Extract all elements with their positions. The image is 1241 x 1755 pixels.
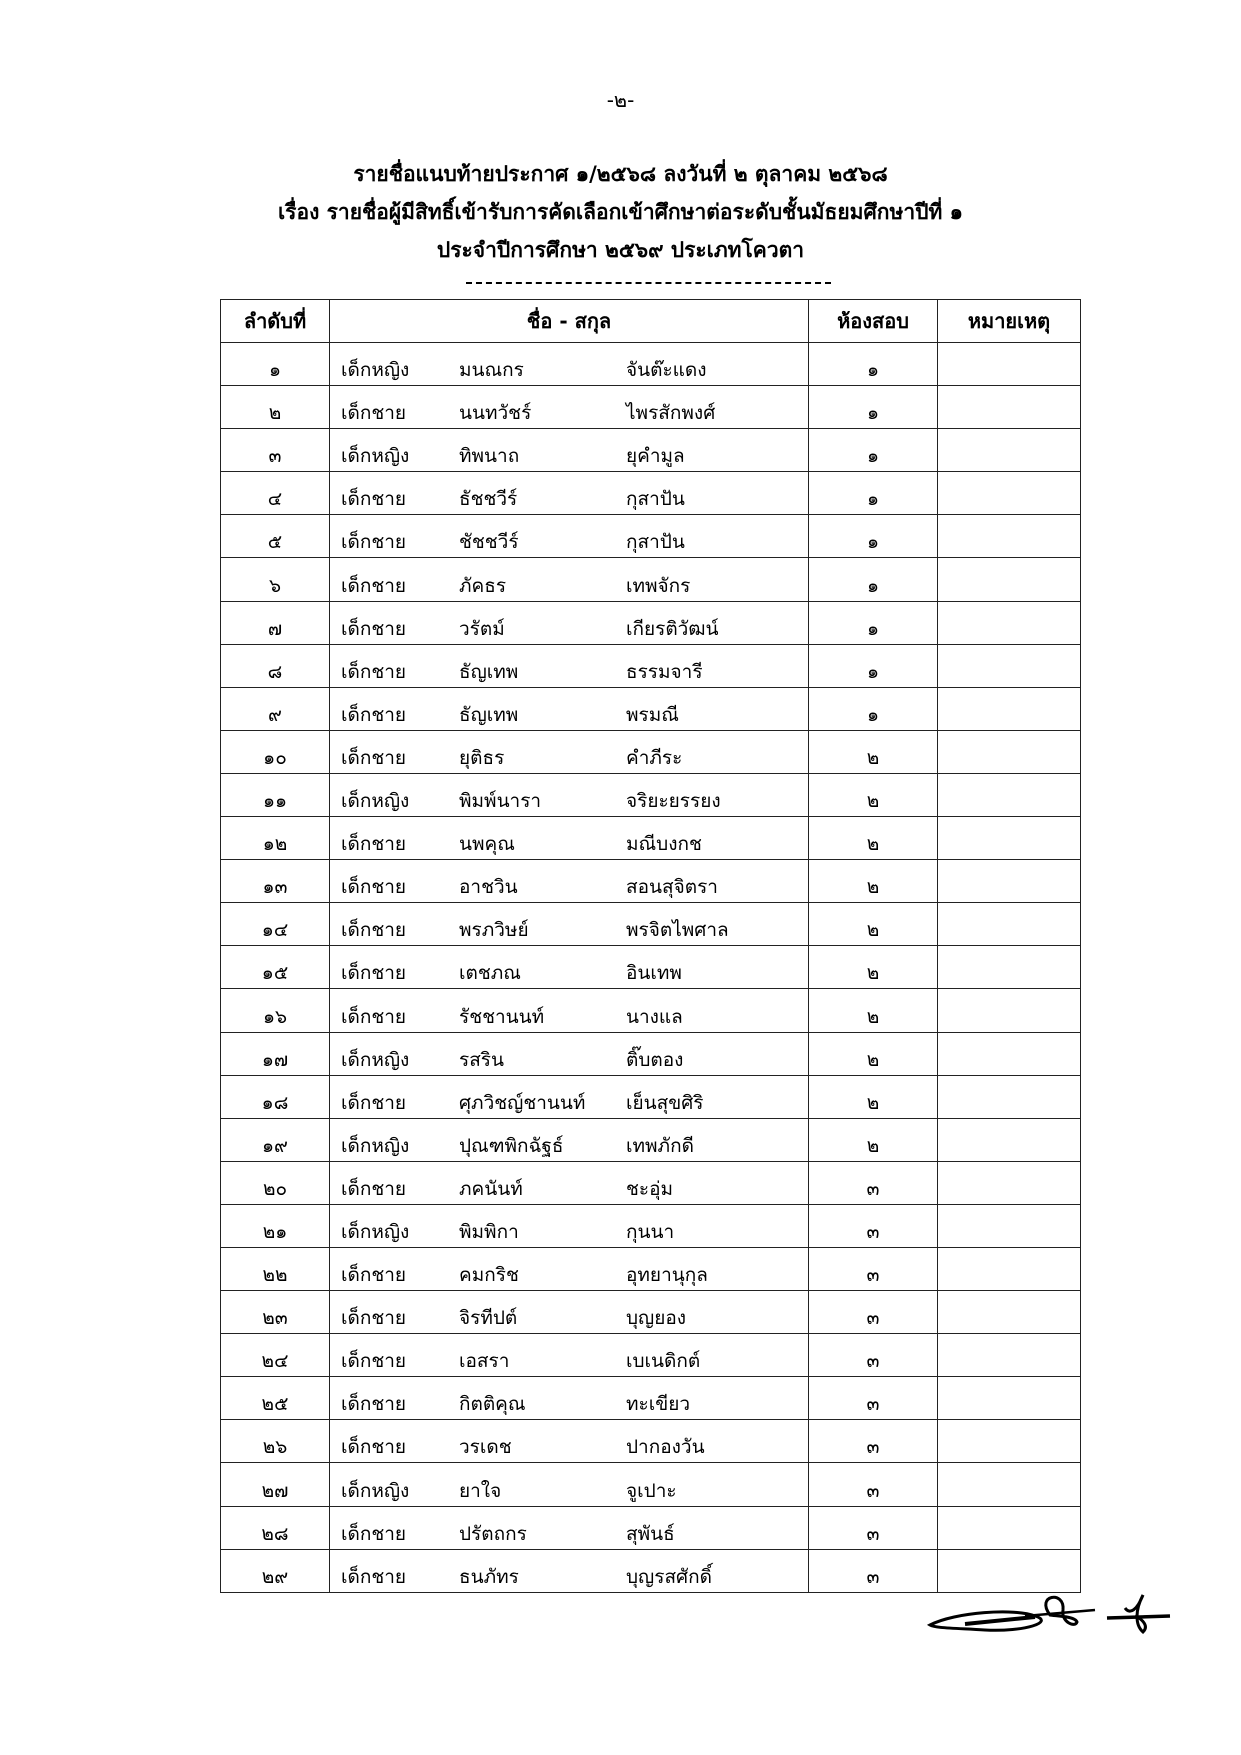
first-name: ยุติธร: [459, 746, 505, 769]
last-name: จริยะยรรยง: [626, 790, 721, 813]
row-remarks: [938, 903, 1081, 946]
row-remarks: [938, 773, 1081, 816]
name-prefix: เด็กชาย: [341, 1565, 407, 1588]
last-name: มณีบงกช: [626, 833, 702, 856]
row-exam-room: ๓: [809, 1291, 938, 1334]
row-remarks: [938, 429, 1081, 472]
row-order: ๖: [221, 558, 330, 601]
row-remarks: [938, 1204, 1081, 1247]
last-name: กุสาปัน: [626, 531, 685, 554]
row-exam-room: ๒: [809, 860, 938, 903]
last-name: ติ๊บตอง: [626, 1048, 684, 1071]
row-exam-room: ๓: [809, 1377, 938, 1420]
name-prefix: เด็กชาย: [341, 574, 407, 597]
first-name: วรเดช: [459, 1436, 512, 1459]
last-name: พรจิตไพศาล: [626, 919, 729, 942]
last-name: คำภีระ: [626, 746, 683, 769]
table-row: [221, 1549, 1081, 1592]
table-row: [221, 687, 1081, 730]
name-prefix: เด็กชาย: [341, 962, 407, 985]
row-remarks: [938, 386, 1081, 429]
row-full-name: [330, 1549, 809, 1592]
last-name: เบเนดิกต์: [626, 1350, 701, 1373]
row-order: ๒๗: [221, 1463, 330, 1506]
name-prefix: เด็กหญิง: [341, 359, 410, 382]
row-remarks: [938, 1247, 1081, 1290]
name-prefix: เด็กชาย: [341, 1005, 407, 1028]
row-order: ๙: [221, 687, 330, 730]
name-prefix: เด็กชาย: [341, 919, 407, 942]
announcement-title: รายชื่อแนบท้ายประกาศ ๑/๒๕๖๘ ลงวันที่ ๒ ตุลาคม ๒๕๖๘: [353, 162, 888, 186]
name-prefix: เด็กชาย: [341, 876, 407, 899]
row-full-name: [330, 687, 809, 730]
name-prefix: เด็กหญิง: [341, 1479, 410, 1502]
last-name: บุญรสศักดิ์: [626, 1565, 712, 1588]
row-remarks: [938, 1291, 1081, 1334]
table-row: [221, 1463, 1081, 1506]
first-name: เตชภณ: [459, 962, 521, 985]
announcement-subject: เรื่อง รายชื่อผู้มีสิทธิ์เข้ารับการคัดเลือกเข้าศึกษาต่อระดับชั้นมัธยมศึกษาปีที่ ๑: [278, 200, 963, 224]
row-order: ๑๗: [221, 1032, 330, 1075]
column-header-remarks: หมายเหตุ: [938, 300, 1081, 343]
row-full-name: [330, 773, 809, 816]
row-order: ๑๖: [221, 989, 330, 1032]
table-header-row: [221, 300, 1081, 343]
row-exam-room: ๑: [809, 472, 938, 515]
last-name: ปากองวัน: [626, 1436, 705, 1459]
row-exam-room: ๓: [809, 1204, 938, 1247]
row-full-name: [330, 1420, 809, 1463]
row-exam-room: ๒: [809, 773, 938, 816]
last-name: เทพจักร: [626, 574, 691, 597]
column-header-name: ชื่อ - สกุล: [330, 300, 809, 343]
row-remarks: [938, 989, 1081, 1032]
page-number: -๒-: [606, 88, 635, 112]
row-remarks: [938, 343, 1081, 386]
first-name: วรัตม์: [459, 617, 505, 640]
row-order: ๔: [221, 472, 330, 515]
name-prefix: เด็กชาย: [341, 1091, 407, 1114]
row-exam-room: ๑: [809, 644, 938, 687]
row-order: ๑๓: [221, 860, 330, 903]
table-row: [221, 1334, 1081, 1377]
table-row: [221, 1377, 1081, 1420]
table-row: [221, 773, 1081, 816]
table-row: [221, 1032, 1081, 1075]
row-order: ๒๑: [221, 1204, 330, 1247]
row-full-name: [330, 429, 809, 472]
row-full-name: [330, 730, 809, 773]
row-full-name: [330, 860, 809, 903]
last-name: ธรรมจารี: [626, 660, 703, 683]
last-name: พรมณี: [626, 703, 679, 726]
name-prefix: เด็กชาย: [341, 1522, 407, 1545]
row-order: ๑๘: [221, 1075, 330, 1118]
row-remarks: [938, 601, 1081, 644]
first-name: ชัชชวีร์: [459, 531, 519, 554]
last-name: อินเทพ: [626, 962, 682, 985]
row-exam-room: ๑: [809, 515, 938, 558]
last-name: เกียรติวัฒน์: [626, 617, 719, 640]
row-order: ๒๕: [221, 1377, 330, 1420]
table-row: [221, 515, 1081, 558]
row-order: ๒: [221, 386, 330, 429]
row-exam-room: ๓: [809, 1506, 938, 1549]
first-name: ปุณฑพิกฉัฐธ์: [459, 1134, 564, 1157]
last-name: ไพรสักพงศ์: [626, 402, 716, 425]
row-exam-room: ๒: [809, 817, 938, 860]
first-name: จิรทีปต์: [459, 1307, 518, 1330]
row-remarks: [938, 1118, 1081, 1161]
row-exam-room: ๑: [809, 343, 938, 386]
row-full-name: [330, 601, 809, 644]
first-name: ศุภวิชญ์ชานนท์: [459, 1091, 586, 1114]
table-row: [221, 1161, 1081, 1204]
row-remarks: [938, 860, 1081, 903]
row-exam-room: ๓: [809, 1334, 938, 1377]
table-row: [221, 1291, 1081, 1334]
row-full-name: [330, 1506, 809, 1549]
last-name: ชะอุ่ม: [626, 1177, 674, 1200]
row-remarks: [938, 946, 1081, 989]
row-order: ๑๐: [221, 730, 330, 773]
last-name: จันต๊ะแดง: [626, 359, 707, 382]
row-order: ๑๙: [221, 1118, 330, 1161]
row-order: ๑๑: [221, 773, 330, 816]
row-exam-room: ๑: [809, 429, 938, 472]
table-row: [221, 903, 1081, 946]
row-full-name: [330, 946, 809, 989]
row-exam-room: ๒: [809, 1032, 938, 1075]
row-exam-room: ๒: [809, 989, 938, 1032]
row-remarks: [938, 687, 1081, 730]
row-remarks: [938, 817, 1081, 860]
first-name: ทิพนาถ: [459, 445, 520, 468]
name-prefix: เด็กหญิง: [341, 1220, 410, 1243]
table-row: [221, 386, 1081, 429]
first-name: ภคนันท์: [459, 1177, 523, 1200]
row-exam-room: ๑: [809, 386, 938, 429]
row-order: ๑: [221, 343, 330, 386]
table-row: [221, 1247, 1081, 1290]
table-row: [221, 1075, 1081, 1118]
name-prefix: เด็กหญิง: [341, 445, 410, 468]
row-full-name: [330, 1291, 809, 1334]
last-name: นางแล: [626, 1005, 683, 1028]
first-name: พิมพิกา: [459, 1220, 519, 1243]
name-prefix: เด็กชาย: [341, 1307, 407, 1330]
row-full-name: [330, 1118, 809, 1161]
row-full-name: [330, 1161, 809, 1204]
last-name: ทะเขียว: [626, 1393, 691, 1416]
first-name: พรภวิษย์: [459, 919, 529, 942]
last-name: เทพภักดี: [626, 1134, 694, 1157]
last-name: กุสาปัน: [626, 488, 685, 511]
row-full-name: [330, 1247, 809, 1290]
name-prefix: เด็กชาย: [341, 833, 407, 856]
row-order: ๒๒: [221, 1247, 330, 1290]
row-exam-room: ๒: [809, 1118, 938, 1161]
announcement-year-type: ประจำปีการศึกษา ๒๕๖๙ ประเภทโควตา: [436, 238, 805, 262]
row-order: ๘: [221, 644, 330, 687]
last-name: กุนนา: [626, 1220, 675, 1243]
row-remarks: [938, 644, 1081, 687]
table-row: [221, 860, 1081, 903]
first-name: ภัคธร: [459, 574, 507, 597]
last-name: เย็นสุขศิริ: [626, 1091, 704, 1114]
dashed-divider: [466, 282, 831, 284]
first-name: เอสรา: [459, 1350, 510, 1373]
last-name: อุทยานุกุล: [626, 1264, 708, 1287]
row-exam-room: ๓: [809, 1549, 938, 1592]
row-full-name: [330, 1204, 809, 1247]
row-remarks: [938, 1032, 1081, 1075]
name-prefix: เด็กชาย: [341, 1177, 407, 1200]
row-exam-room: ๓: [809, 1463, 938, 1506]
name-prefix: เด็กชาย: [341, 660, 407, 683]
row-order: ๒๔: [221, 1334, 330, 1377]
table-row: [221, 730, 1081, 773]
row-exam-room: ๓: [809, 1420, 938, 1463]
row-remarks: [938, 1420, 1081, 1463]
row-full-name: [330, 1032, 809, 1075]
table-row: [221, 558, 1081, 601]
row-full-name: [330, 903, 809, 946]
row-exam-room: ๓: [809, 1161, 938, 1204]
table-row: [221, 472, 1081, 515]
first-name: รัชชานนท์: [459, 1005, 545, 1028]
first-name: นพคุณ: [459, 833, 515, 856]
row-remarks: [938, 1506, 1081, 1549]
first-name: รสริน: [459, 1048, 504, 1071]
row-remarks: [938, 558, 1081, 601]
last-name: ยุคำมูล: [626, 445, 685, 468]
table-row: [221, 601, 1081, 644]
row-remarks: [938, 1463, 1081, 1506]
row-exam-room: ๒: [809, 730, 938, 773]
name-prefix: เด็กหญิง: [341, 1048, 410, 1071]
candidate-table: [220, 299, 1081, 1593]
first-name: ธัชชวีร์: [459, 488, 518, 511]
table-row: [221, 817, 1081, 860]
row-exam-room: ๑: [809, 687, 938, 730]
row-full-name: [330, 644, 809, 687]
name-prefix: เด็กชาย: [341, 531, 407, 554]
row-exam-room: ๑: [809, 601, 938, 644]
row-order: ๒๘: [221, 1506, 330, 1549]
name-prefix: เด็กชาย: [341, 1350, 407, 1373]
row-remarks: [938, 1549, 1081, 1592]
row-remarks: [938, 1075, 1081, 1118]
name-prefix: เด็กชาย: [341, 617, 407, 640]
first-name: ธัญเทพ: [459, 660, 519, 683]
name-prefix: เด็กชาย: [341, 1393, 407, 1416]
row-order: ๕: [221, 515, 330, 558]
table-row: [221, 1204, 1081, 1247]
first-name: กิตติคุณ: [459, 1393, 526, 1416]
row-order: ๒๖: [221, 1420, 330, 1463]
first-name: อาชวิน: [459, 876, 518, 899]
table-row: [221, 989, 1081, 1032]
first-name: คมกริช: [459, 1264, 519, 1287]
row-order: ๒๙: [221, 1549, 330, 1592]
row-full-name: [330, 1334, 809, 1377]
row-order: ๓: [221, 429, 330, 472]
table-row: [221, 1420, 1081, 1463]
row-remarks: [938, 1161, 1081, 1204]
row-full-name: [330, 472, 809, 515]
row-order: ๒๐: [221, 1161, 330, 1204]
last-name: สุพันธ์: [626, 1522, 675, 1545]
column-header-order: ลำดับที่: [221, 300, 330, 343]
row-remarks: [938, 730, 1081, 773]
last-name: บุญยอง: [626, 1307, 687, 1330]
first-name: ธนภัทร: [459, 1565, 519, 1588]
first-name: พิมพ์นารา: [459, 790, 542, 813]
row-remarks: [938, 515, 1081, 558]
row-exam-room: ๑: [809, 558, 938, 601]
last-name: สอนสุจิตรา: [626, 876, 718, 899]
column-header-exam-room: ห้องสอบ: [809, 300, 938, 343]
row-full-name: [330, 558, 809, 601]
table-row: [221, 644, 1081, 687]
row-exam-room: ๒: [809, 903, 938, 946]
table-row: [221, 1506, 1081, 1549]
name-prefix: เด็กหญิง: [341, 790, 410, 813]
table-row: [221, 343, 1081, 386]
row-full-name: [330, 1463, 809, 1506]
row-order: ๒๓: [221, 1291, 330, 1334]
row-exam-room: ๒: [809, 946, 938, 989]
first-name: นนทวัชร์: [459, 402, 532, 425]
row-order: ๑๒: [221, 817, 330, 860]
row-full-name: [330, 515, 809, 558]
name-prefix: เด็กชาย: [341, 703, 407, 726]
row-remarks: [938, 1377, 1081, 1420]
row-remarks: [938, 1334, 1081, 1377]
first-name: มนณกร: [459, 359, 524, 382]
table-row: [221, 429, 1081, 472]
first-name: ยาใจ: [459, 1479, 502, 1502]
name-prefix: เด็กชาย: [341, 402, 407, 425]
table-row: [221, 946, 1081, 989]
row-exam-room: ๓: [809, 1247, 938, 1290]
first-name: ธัญเทพ: [459, 703, 519, 726]
row-order: ๗: [221, 601, 330, 644]
row-full-name: [330, 1377, 809, 1420]
row-full-name: [330, 343, 809, 386]
signature: [925, 1590, 1175, 1650]
row-order: ๑๔: [221, 903, 330, 946]
row-full-name: [330, 817, 809, 860]
name-prefix: เด็กชาย: [341, 488, 407, 511]
row-full-name: [330, 386, 809, 429]
first-name: ปรัตถกร: [459, 1522, 527, 1545]
last-name: จูเปาะ: [626, 1479, 677, 1502]
row-exam-room: ๒: [809, 1075, 938, 1118]
name-prefix: เด็กหญิง: [341, 1134, 410, 1157]
row-order: ๑๕: [221, 946, 330, 989]
name-prefix: เด็กชาย: [341, 746, 407, 769]
row-full-name: [330, 1075, 809, 1118]
row-full-name: [330, 989, 809, 1032]
row-remarks: [938, 472, 1081, 515]
name-prefix: เด็กชาย: [341, 1436, 407, 1459]
table-row: [221, 1118, 1081, 1161]
name-prefix: เด็กชาย: [341, 1264, 407, 1287]
